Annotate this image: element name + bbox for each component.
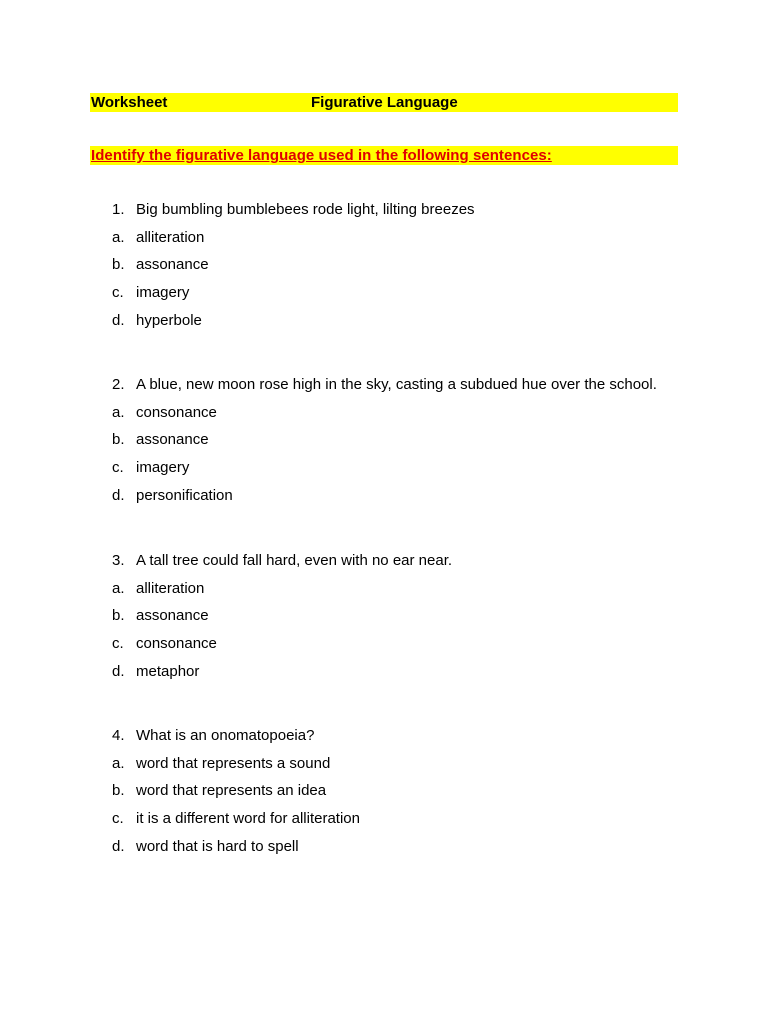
option-text: consonance: [136, 404, 217, 421]
option-text: word that is hard to spell: [136, 838, 299, 855]
option-text: hyperbole: [136, 312, 202, 329]
instruction-heading: Identify the figurative language used in the following sentences:: [91, 147, 552, 164]
option-text: assonance: [136, 607, 209, 624]
question-text: A tall tree could fall hard, even with no ear near.: [136, 552, 453, 569]
option-letter: d.: [112, 663, 125, 680]
option-letter: b.: [112, 431, 125, 448]
question-number: 2.: [112, 376, 125, 393]
option-letter: b.: [112, 256, 125, 273]
option-letter: c.: [112, 635, 124, 652]
question-text: What is an onomatopoeia?: [136, 727, 315, 744]
option-text: word that represents an idea: [136, 782, 327, 799]
option-text: imagery: [136, 284, 190, 301]
worksheet-title: Figurative Language: [311, 94, 458, 111]
option-text: imagery: [136, 459, 190, 476]
option-letter: b.: [112, 782, 125, 799]
option-text: word that represents a sound: [136, 755, 331, 772]
option-letter: a.: [112, 229, 125, 246]
option-letter: a.: [112, 755, 125, 772]
option-text: metaphor: [136, 663, 200, 680]
option-letter: d.: [112, 312, 125, 329]
worksheet-label: Worksheet: [91, 94, 168, 111]
option-letter: c.: [112, 810, 124, 827]
option-text: alliteration: [136, 229, 205, 246]
option-letter: d.: [112, 838, 125, 855]
option-text: alliteration: [136, 580, 205, 597]
option-letter: c.: [112, 459, 124, 476]
question-number: 4.: [112, 727, 125, 744]
option-text: assonance: [136, 431, 209, 448]
option-letter: a.: [112, 580, 125, 597]
option-text: consonance: [136, 635, 217, 652]
option-text: it is a different word for alliteration: [136, 810, 360, 827]
question-number: 1.: [112, 201, 125, 218]
option-text: personification: [136, 487, 233, 504]
question-text: Big bumbling bumblebees rode light, lilting breezes: [136, 201, 475, 218]
option-text: assonance: [136, 256, 209, 273]
option-letter: b.: [112, 607, 125, 624]
question-number: 3.: [112, 552, 125, 569]
option-letter: c.: [112, 284, 124, 301]
question-text: A blue, new moon rose high in the sky, casting a subdued hue over the school.: [136, 376, 657, 393]
option-letter: a.: [112, 404, 125, 421]
option-letter: d.: [112, 487, 125, 504]
